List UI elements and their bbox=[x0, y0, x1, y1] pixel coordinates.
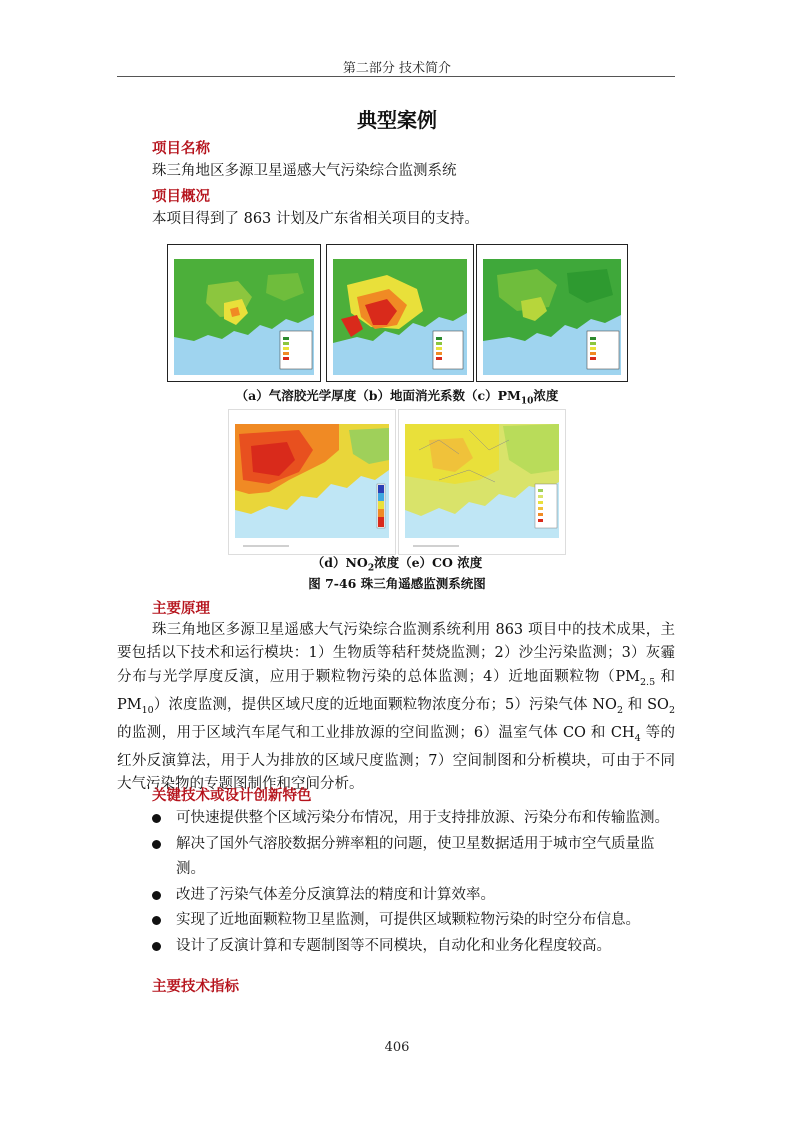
list-item bbox=[152, 934, 676, 960]
map-c-pm10 bbox=[476, 244, 628, 382]
running-header: 第二部分 技术简介 bbox=[342, 61, 452, 76]
principle-text-3: ）浓度监测，提供区域尺度的近地面颗粒物浓度分布；5）污染气体 NO bbox=[153, 696, 617, 713]
bullet-icon bbox=[152, 891, 161, 900]
caption-top-text: （a）气溶胶光学厚度（b）地面消光系数（c）PM bbox=[235, 388, 521, 403]
innovation-list bbox=[152, 806, 676, 959]
caption-top-subscript: 10 bbox=[520, 396, 534, 407]
map-d-no2 bbox=[228, 409, 396, 555]
list-item-text: 可快速提供整个区域污染分布情况，用于支持排放源、污染分布和传输监测。 bbox=[176, 810, 669, 826]
header-rule bbox=[117, 76, 675, 77]
page-title: 典型案例 bbox=[357, 108, 437, 132]
indicators-heading: 主要技术指标 bbox=[152, 979, 239, 995]
list-item-text: 实现了近地面颗粒物卫星监测，可提供区域颗粒物污染的时空分布信息。 bbox=[176, 912, 640, 928]
innovation-heading: 关键技术或设计创新特色 bbox=[152, 788, 312, 804]
bullet-icon bbox=[152, 840, 161, 849]
map-b-graphic bbox=[327, 245, 473, 381]
caption-bottom-b: 浓度（e）CO 浓度 bbox=[374, 555, 483, 570]
principle-text-1: 珠三角地区多源卫星遥感大气污染综合监测系统利用 863 项目中的技术成果，主要包括以下技术和运行模块：1）生物质等秸秆焚烧监测；2）沙尘污染监测；3）灰霾分布与光学厚度反演，应用于颗粒物污染的总体监测；4）近地面颗粒物（PM bbox=[117, 622, 675, 685]
pm25-subscript: 2.5 bbox=[640, 676, 656, 688]
so2-subscript: 2 bbox=[668, 704, 675, 716]
no2-subscript: 2 bbox=[616, 704, 623, 716]
list-item-text: 解决了国外气溶胶数据分辨率粗的问题，使卫星数据适用于城市空气质量监测。 bbox=[176, 835, 655, 877]
principle-paragraph bbox=[117, 619, 675, 797]
map-a-graphic bbox=[168, 245, 320, 381]
ch4-subscript: 4 bbox=[634, 732, 641, 744]
map-b-ground-extinction bbox=[326, 244, 474, 382]
principle-text-5: 的监测，用于区域汽车尾气和工业排放源的空间监测；6）温室气体 CO 和 CH bbox=[117, 724, 635, 741]
overview-heading: 项目概况 bbox=[152, 189, 210, 205]
principle-text-6: 等的红外反演算法，用于人为排放的区域尺度监测；7）空间制图和分析模块，可由于不同大气污染物的专题图制作和空间分析。 bbox=[117, 724, 675, 793]
project-name-text: 珠三角地区多源卫星遥感大气污染综合监测系统 bbox=[152, 163, 457, 179]
principle-heading: 主要原理 bbox=[152, 601, 210, 617]
list-item-text: 改进了污染气体差分反演算法的精度和计算效率。 bbox=[176, 886, 495, 903]
list-item bbox=[152, 832, 676, 883]
figure-caption-top bbox=[0, 386, 794, 407]
figure-title: 图 7-46 珠三角遥感监测系统图 bbox=[308, 576, 486, 591]
list-item bbox=[152, 883, 676, 909]
map-e-graphic bbox=[399, 410, 565, 554]
bullet-icon bbox=[152, 916, 161, 925]
overview-text: 本项目得到了 863 计划及广东省相关项目的支持。 bbox=[152, 211, 479, 227]
map-e-co bbox=[398, 409, 566, 555]
caption-top-end: 浓度 bbox=[533, 388, 559, 403]
project-name-heading: 项目名称 bbox=[152, 141, 210, 157]
map-d-graphic bbox=[229, 410, 395, 554]
caption-bottom-subscript: 2 bbox=[367, 563, 375, 574]
list-item-text: 设计了反演计算和专题制图等不同模块，自动化和业务化程度较高。 bbox=[176, 937, 611, 954]
principle-text-4: 和 SO bbox=[622, 696, 669, 713]
list-item bbox=[152, 806, 676, 832]
bullet-icon bbox=[152, 814, 161, 823]
list-item bbox=[152, 908, 676, 934]
page-number: 406 bbox=[384, 1040, 410, 1055]
caption-bottom-a: （d）NO bbox=[311, 555, 368, 570]
figure-caption-bottom bbox=[0, 553, 794, 574]
map-c-graphic bbox=[477, 245, 627, 381]
pm10-subscript: 10 bbox=[141, 704, 154, 716]
principle-text-2: 和 PM bbox=[117, 668, 676, 713]
map-a-aerosol-optical-depth bbox=[167, 244, 321, 382]
bullet-icon bbox=[152, 942, 161, 951]
